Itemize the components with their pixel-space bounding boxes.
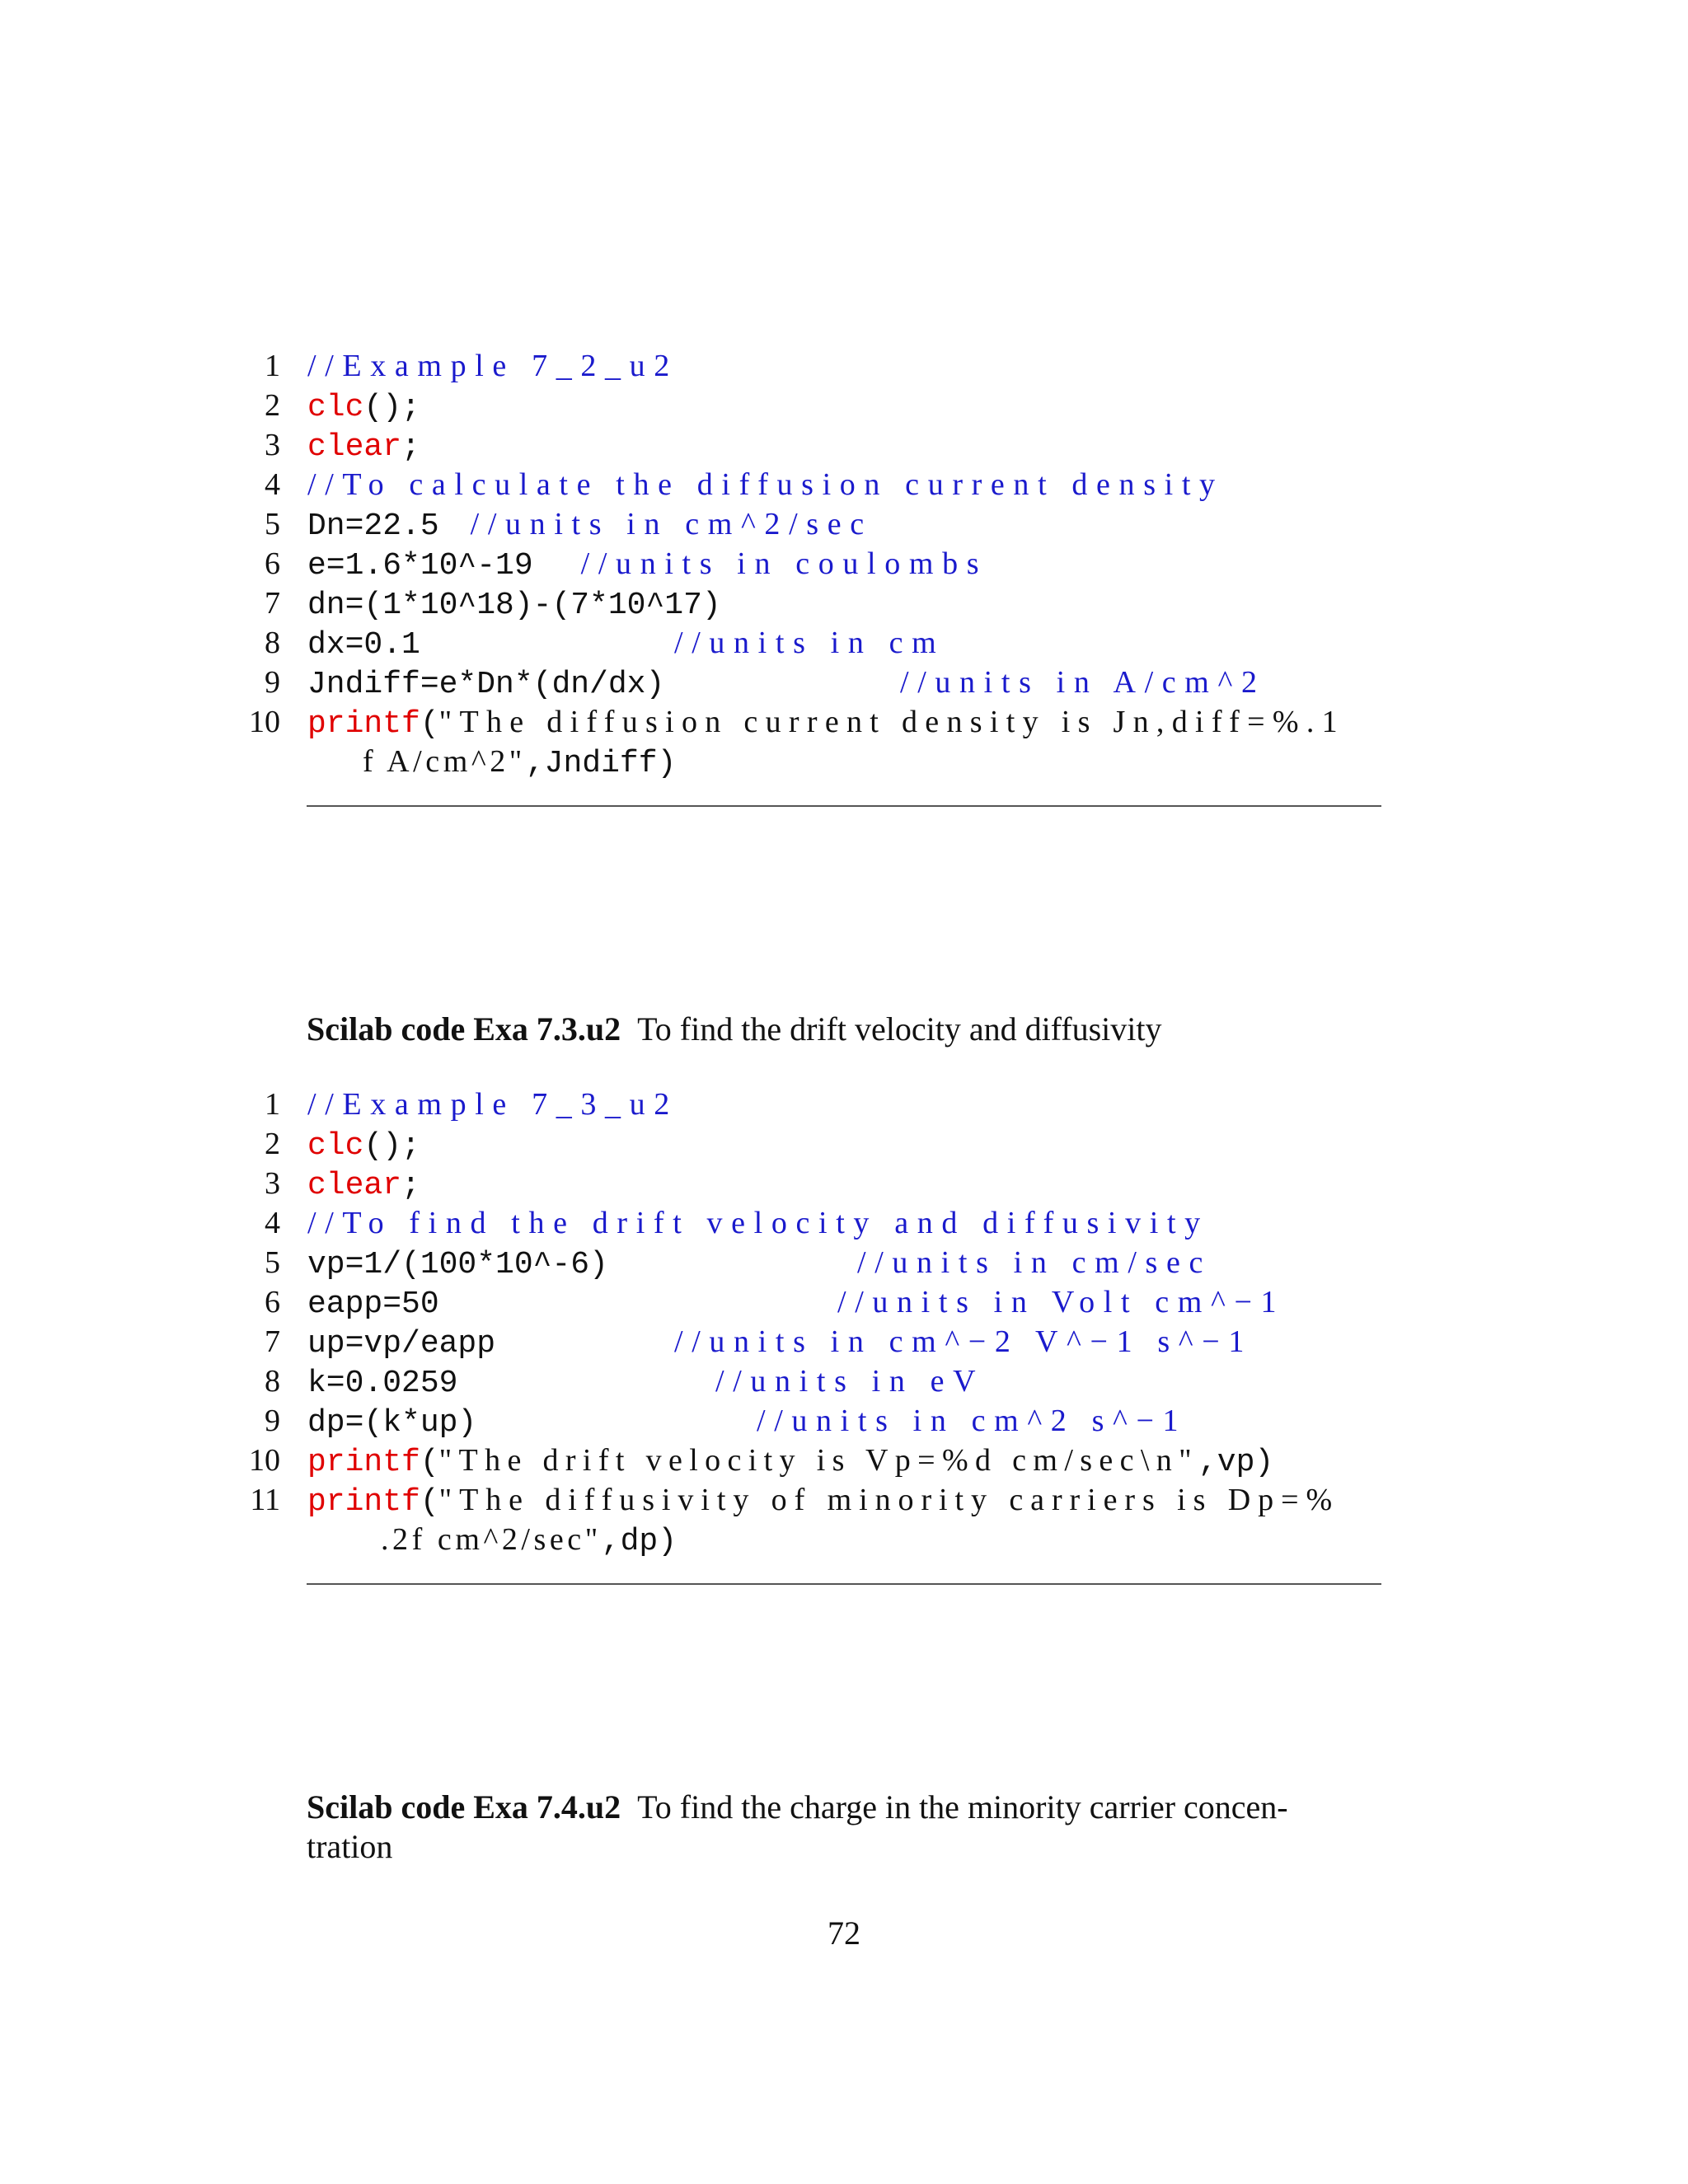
line-number: 11: [250, 1483, 280, 1517]
code-keyword: printf: [307, 1445, 420, 1480]
code-comment: //units in Volt cm^−1: [837, 1285, 1286, 1319]
page-number: 72: [828, 1915, 860, 1952]
line-number: 3: [265, 428, 280, 462]
listing-caption: [307, 1788, 1288, 1827]
line-number: 5: [265, 507, 280, 541]
code-line: [0, 702, 1688, 742]
listing-caption-continuation: [307, 1827, 392, 1867]
code-line: [0, 425, 1688, 465]
code-text: Jndiff=e*Dn*(dn/dx): [307, 667, 665, 702]
code-line: [0, 504, 1688, 544]
code-text: ;: [401, 1168, 420, 1203]
code-string: "The drift velocity is Vp=%d cm/sec\n": [438, 1443, 1198, 1478]
line-number: 2: [265, 1127, 280, 1161]
code-line: [0, 1282, 1688, 1322]
listing-caption: [307, 1010, 1162, 1049]
code-line: [0, 1520, 1688, 1559]
line-number: 10: [249, 1443, 280, 1478]
code-line: [0, 1164, 1688, 1203]
line-number: 4: [265, 1206, 280, 1240]
code-string: "The diffusion current density is Jn,diff=%.1: [438, 705, 1345, 739]
line-number: 9: [265, 665, 280, 700]
line-number: 7: [265, 586, 280, 621]
code-line: [0, 1322, 1688, 1361]
line-number: 1: [265, 1087, 280, 1122]
code-line: [0, 1243, 1688, 1282]
code-line: [0, 544, 1688, 583]
code-text: ,vp): [1198, 1445, 1274, 1480]
line-number: 6: [265, 1285, 280, 1319]
code-line: [0, 663, 1688, 702]
code-line: [0, 1361, 1688, 1401]
code-text: (: [420, 706, 439, 742]
code-line: [0, 1441, 1688, 1480]
code-text: eapp=50: [307, 1286, 439, 1322]
code-keyword: printf: [307, 706, 420, 742]
code-comment: //Example 7_3_u2: [307, 1087, 678, 1122]
code-string: f A/cm^2": [363, 744, 526, 779]
code-text: ();: [363, 390, 420, 425]
line-number: 5: [265, 1245, 280, 1280]
code-text: ();: [363, 1128, 420, 1164]
code-text: ,Jndiff): [525, 746, 677, 781]
code-line: [0, 1401, 1688, 1441]
code-line: [0, 1480, 1688, 1520]
code-comment: //units in cm^−2 V^−1 s^−1: [674, 1324, 1253, 1359]
caption-text: tration: [307, 1828, 393, 1865]
code-comment: //To find the drift velocity and diffusivity: [307, 1206, 1209, 1240]
caption-label: Scilab code Exa 7.3.u2: [307, 1010, 621, 1047]
line-number: 6: [265, 546, 280, 581]
code-string: "The diffusivity of minority carriers is Dp=%: [438, 1483, 1340, 1517]
code-text: dp=(k*up): [307, 1405, 477, 1441]
code-line: [0, 583, 1688, 623]
code-line: [0, 386, 1688, 425]
line-number: 10: [249, 705, 280, 739]
code-text: vp=1/(100*10^-6): [307, 1247, 608, 1282]
code-text: ;: [401, 429, 420, 465]
code-line: [0, 465, 1688, 504]
code-comment: //units in cm^2/sec: [470, 507, 873, 541]
code-line: [0, 742, 1688, 781]
caption-text: To find the drift velocity and diffusivity: [637, 1010, 1162, 1047]
code-line: [0, 623, 1688, 663]
code-comment: //units in cm: [674, 626, 945, 660]
code-text: k=0.0259: [307, 1366, 458, 1401]
code-text: ,dp): [601, 1524, 677, 1559]
code-text: e=1.6*10^-19: [307, 548, 533, 583]
line-number: 9: [265, 1404, 280, 1438]
code-text: (: [420, 1484, 439, 1520]
code-keyword: printf: [307, 1484, 420, 1520]
code-text: dn=(1*10^18)-(7*10^17): [307, 588, 721, 623]
line-number: 1: [265, 349, 280, 383]
line-number: 8: [265, 1364, 280, 1399]
line-number: 4: [265, 467, 280, 502]
code-comment: //Example 7_2_u2: [307, 349, 678, 383]
code-keyword: clear: [307, 429, 402, 465]
caption-text: To find the charge in the minority carrier concen-: [637, 1788, 1288, 1825]
code-comment: //units in eV: [715, 1364, 985, 1399]
code-comment: //units in cm/sec: [857, 1245, 1212, 1280]
caption-label: Scilab code Exa 7.4.u2: [307, 1788, 621, 1825]
code-line: [0, 346, 1688, 386]
code-text: Dn=22.5: [307, 509, 439, 544]
code-line: [0, 1085, 1688, 1124]
code-text: up=vp/eapp: [307, 1326, 496, 1361]
code-line: [0, 1124, 1688, 1164]
code-keyword: clc: [307, 1128, 364, 1164]
listing-rule: [307, 805, 1381, 807]
code-string: .2f cm^2/sec": [381, 1522, 602, 1557]
code-text: (: [420, 1445, 439, 1480]
code-comment: //To calculate the diffusion current density: [307, 467, 1224, 502]
line-number: 2: [265, 388, 280, 423]
code-comment: //units in cm^2 s^−1: [757, 1404, 1188, 1438]
code-comment: //units in coulombs: [580, 546, 988, 581]
line-number: 7: [265, 1324, 280, 1359]
listing-rule: [307, 1583, 1381, 1585]
code-keyword: clc: [307, 390, 364, 425]
code-line: [0, 1203, 1688, 1243]
code-comment: //units in A/cm^2: [900, 665, 1266, 700]
code-text: dx=0.1: [307, 627, 420, 663]
code-keyword: clear: [307, 1168, 402, 1203]
line-number: 8: [265, 626, 280, 660]
line-number: 3: [265, 1166, 280, 1201]
